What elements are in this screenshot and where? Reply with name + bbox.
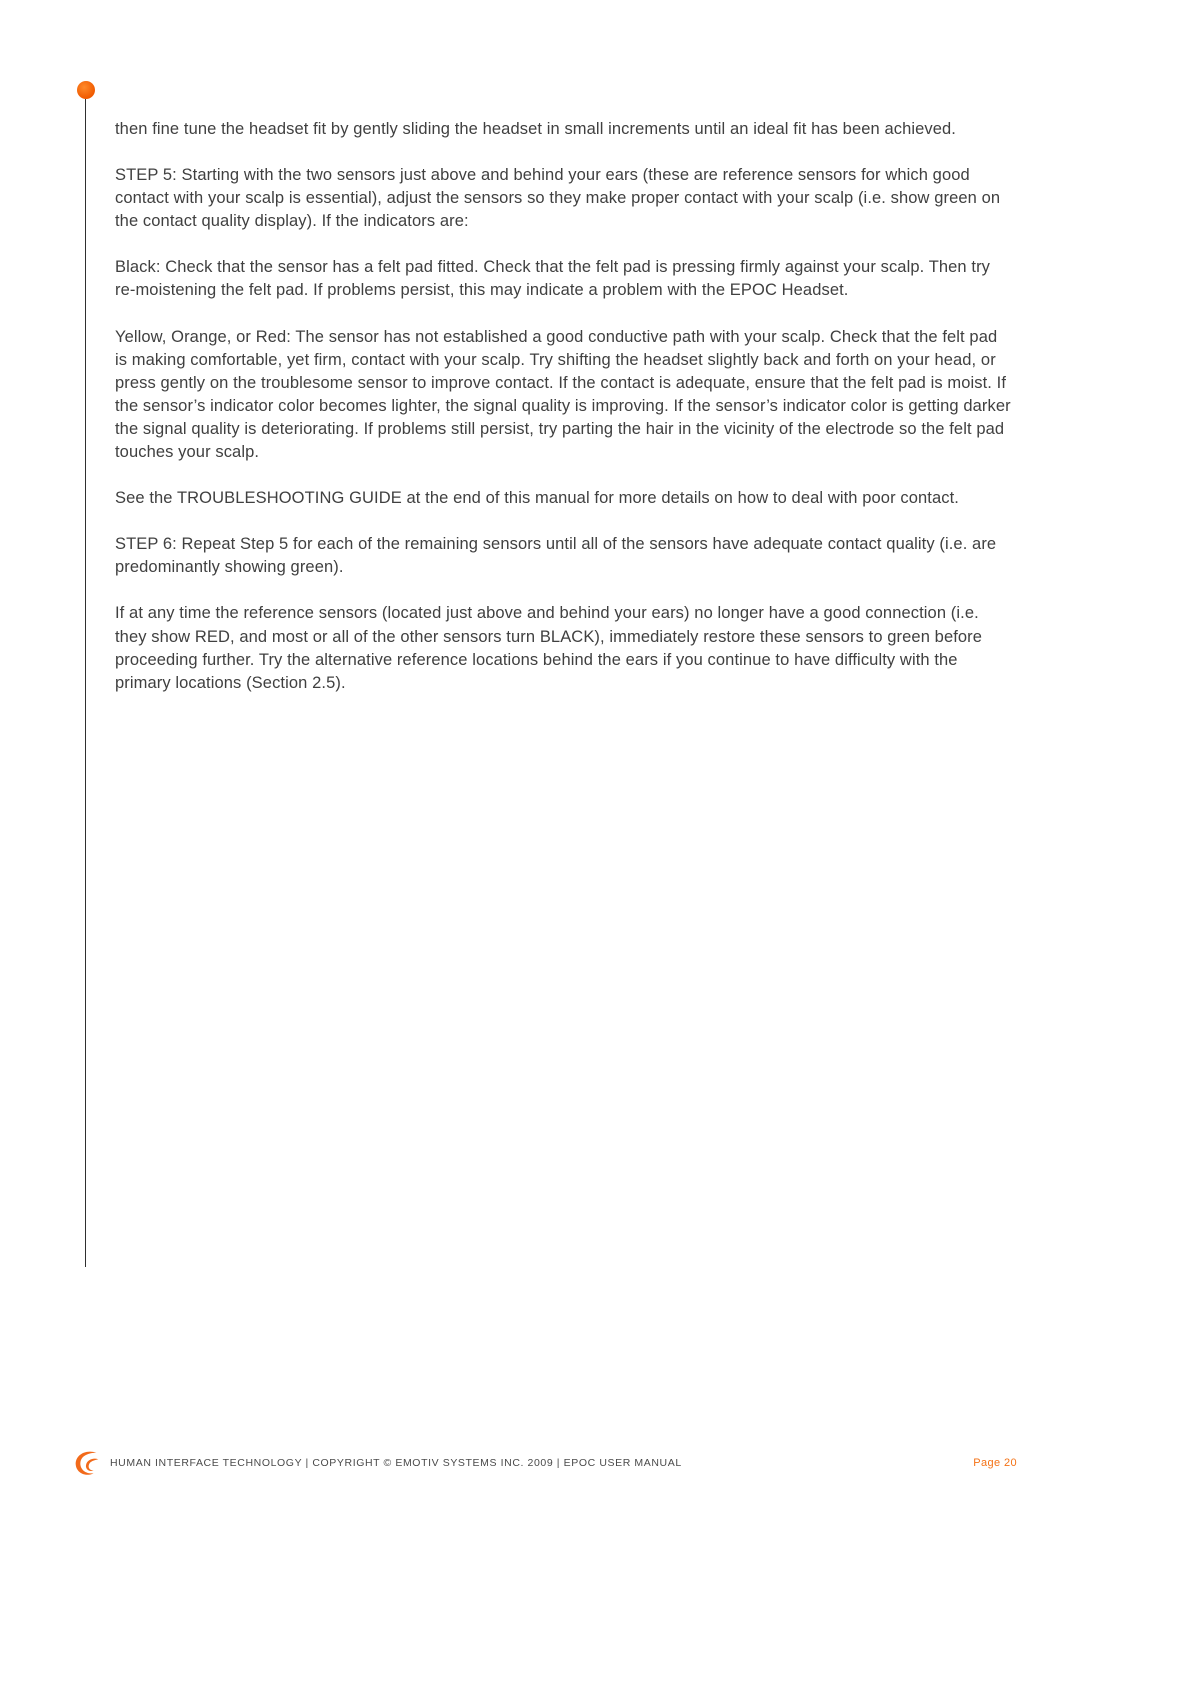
paragraph-yellow-orange-red-indicator: Yellow, Orange, or Red: The sensor has not established a good conductive path with your scalp. Check that the felt pad is making comfortable, yet firm, contact with your scalp. Try shifting the headset slightly back and forth on your head, or press gently on the troublesome sensor to improve contact. If the contact is adequate, ensure that the felt pad is moist. If the sensor’s indicator color becomes lighter, the signal quality is improving. If the sensor’s indicator color is getting darker the signal quality is deteriorating. If problems still persist, try parting the hair in the vicinity of the electrode so the felt pad touches your scalp. — [115, 327, 1011, 462]
paragraph-troubleshooting-note: See the TROUBLESHOOTING GUIDE at the end of this manual for more details on how to deal with poor contact. — [115, 489, 959, 508]
paragraph-reference-sensors-warning: If at any time the reference sensors (located just above and behind your ears) no longer have a good connection (i.e. they show RED, and most or all of the other sensors turn BLACK), immediately restore these sensors to green before proceeding further. Try the alternative reference locations behind the ears if you continue to have difficulty with the primary locations (Section 2.5). — [115, 604, 983, 692]
page-footer — [72, 1448, 1017, 1478]
paragraph-intro: then fine tune the headset fit by gently sliding the headset in small increments until an ideal fit has been achieved. — [115, 120, 956, 138]
footer-copyright-text: HUMAN INTERFACE TECHNOLOGY | COPYRIGHT © EMOTIV SYSTEMS INC. 2009 | EPOC USER MANUAL — [110, 1457, 682, 1469]
left-margin-rule — [85, 99, 86, 1267]
page-number: Page 20 — [973, 1457, 1017, 1469]
paragraph-black-indicator: Black: Check that the sensor has a felt pad fitted. Check that the felt pad is pressing firmly against your scalp. Then try re-moistening the felt pad. If problems persist, this may indicate a problem with the EPOC Headset. — [115, 258, 991, 300]
orange-marker-dot — [77, 81, 95, 99]
paragraph-step5: STEP 5: Starting with the two sensors just above and behind your ears (these are reference sensors for which good contact with your scalp is essential), adjust the sensors so they make proper contact with your scalp (i.e. show green on the contact quality display). If the indicators are: — [115, 166, 1001, 231]
page-body — [115, 118, 1013, 718]
emotiv-logo-icon — [72, 1448, 102, 1478]
paragraph-step6: STEP 6: Repeat Step 5 for each of the remaining sensors until all of the sensors have adequate contact quality (i.e. are predominantly showing green). — [115, 535, 997, 577]
